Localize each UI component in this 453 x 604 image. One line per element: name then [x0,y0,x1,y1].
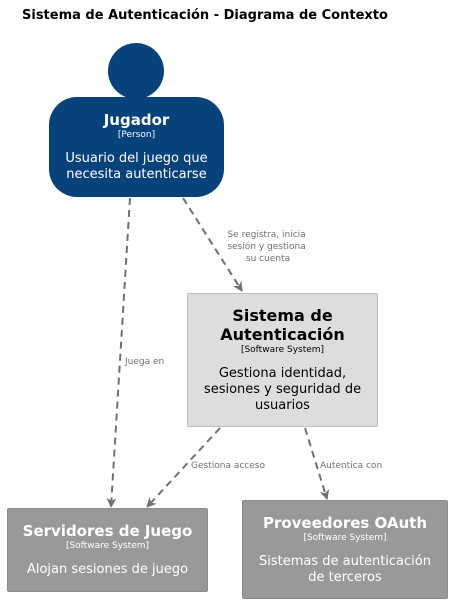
edge-label-registra: Se registra, inicia sesión y gestiona su cuenta [227,230,306,264]
node-sistema-autenticacion[interactable] [187,293,378,427]
node-servidores-description: Alojan sesiones de juego [26,562,189,577]
node-jugador[interactable] [49,97,224,197]
node-jugador-type: [Person] [117,130,156,140]
node-servidores-type: [Software System] [65,541,150,551]
diagram-title: Sistema de Autenticación - Diagrama de Contexto [22,8,388,23]
edge-label-gestiona: Gestiona acceso [191,461,265,471]
node-proveedores-type: [Software System] [303,532,387,543]
node-proveedores-oauth[interactable] [242,500,448,599]
node-sistema-name: Sistema de Autenticación [220,306,345,344]
person-head-icon [108,43,164,99]
edge-jugador-servidores [111,198,130,507]
node-sistema-type: [Software System] [240,345,325,355]
node-proveedores-description: Sistemas de autenticación de terceros [259,553,431,585]
edge-label-autentica: Autentica con [320,461,383,471]
node-jugador-name: Jugador [103,111,170,129]
node-sistema-description: Gestiona identidad, sesiones y seguridad de usuarios [203,366,362,413]
node-proveedores-name: Proveedores OAuth [262,513,428,532]
edge-label-juega: Juega en [125,357,165,367]
node-servidores-name: Servidores de Juego [22,522,193,540]
node-servidores-juego[interactable] [7,508,208,592]
node-jugador-description: Usuario del juego que necesita autenticarse [65,151,208,182]
